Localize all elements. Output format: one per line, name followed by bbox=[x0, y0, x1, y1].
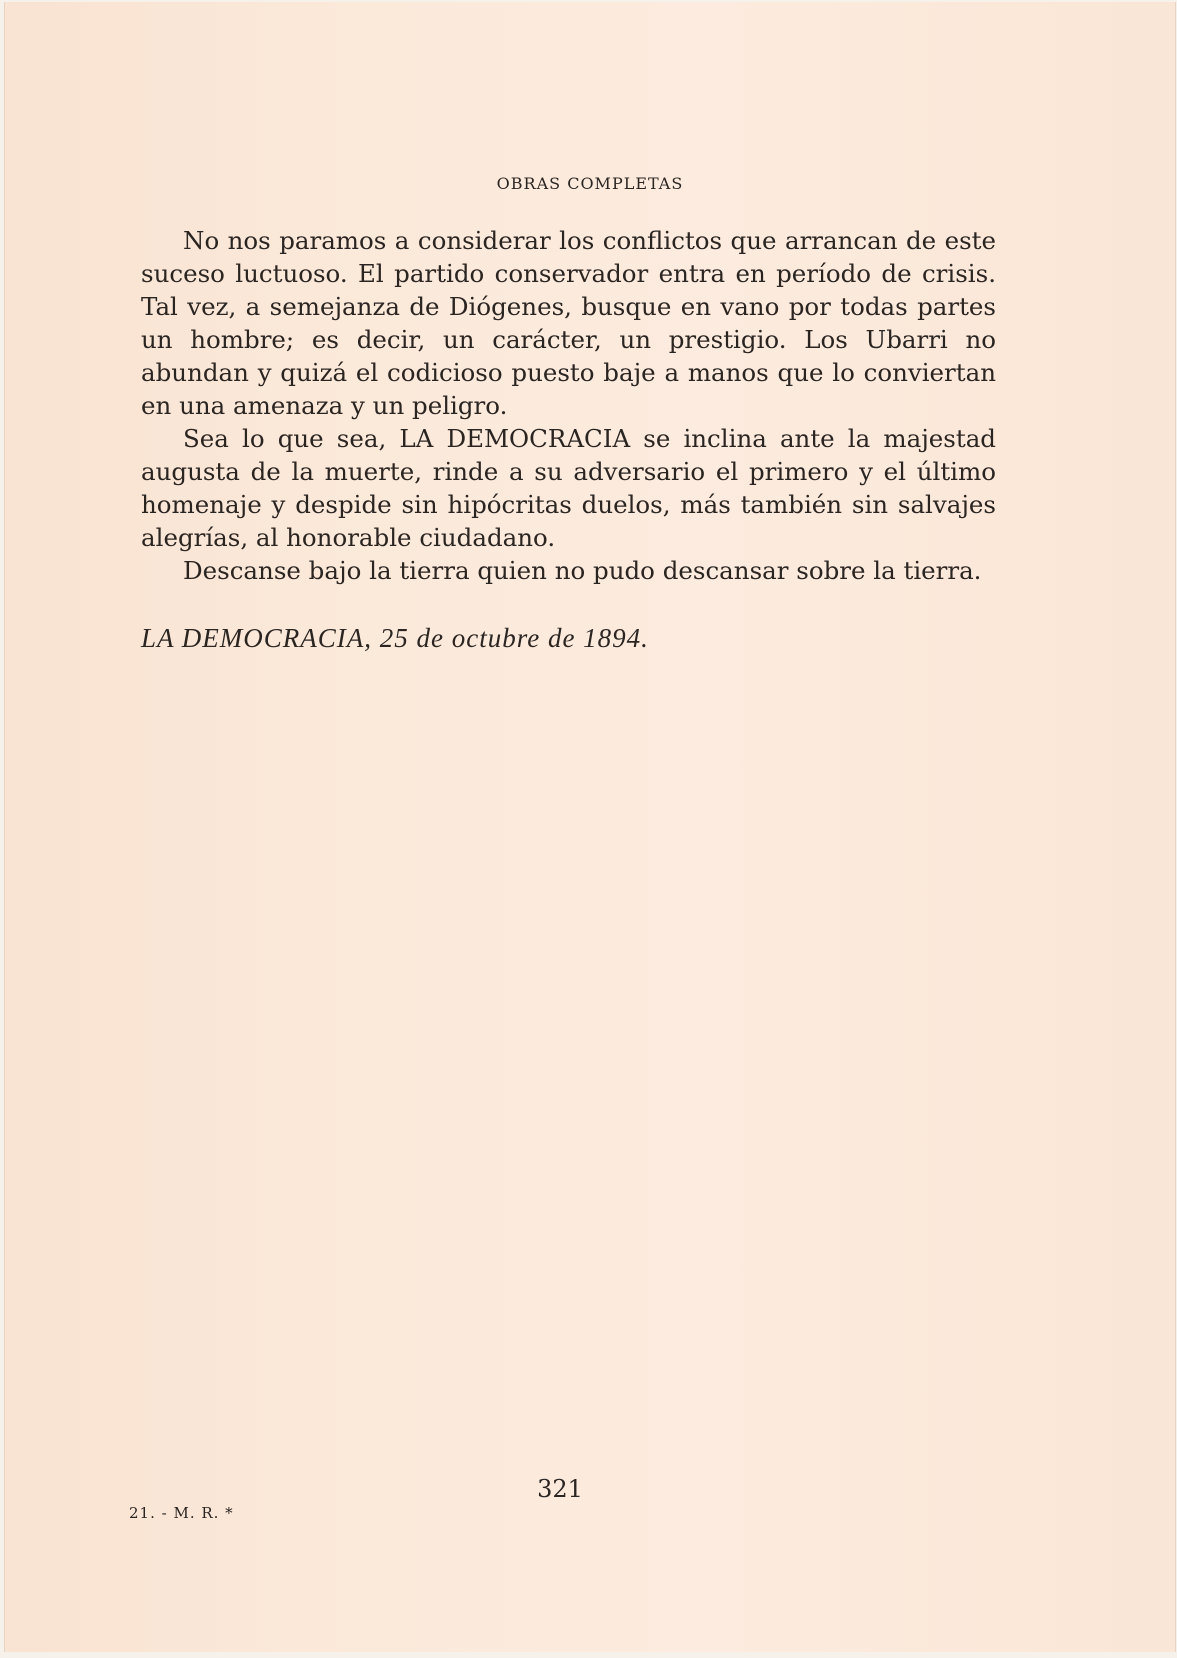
printer-signature-mark: 21. - M. R. * bbox=[129, 1504, 234, 1522]
paragraph-1: No nos paramos a considerar los conflictos que arrancan de este suceso luctuoso. El partido conservador entra en período de crisis. Tal vez, a semejanza de Diógenes, busque en vano por todas partes un hombre; es decir, un carácter, un prestigio. Los Ubarri no abundan y quizá el codicioso puesto baje a manos que lo conviertan en una amenaza y un peligro. bbox=[141, 226, 996, 420]
running-header: OBRAS COMPLETAS bbox=[496, 174, 684, 193]
page-number: 321 bbox=[537, 1475, 583, 1503]
paragraph-3: Descanse bajo la tierra quien no pudo descansar sobre la tierra. bbox=[183, 556, 982, 585]
article-body bbox=[141, 224, 996, 587]
paragraph-2: Sea lo que sea, LA DEMOCRACIA se inclina ante la majestad augusta de la muerte, rinde a su adversario el primero y el último homenaje y despide sin hipócritas duelos, más también sin salvajes alegrías, al honorable ciudadano. bbox=[141, 424, 996, 552]
book-page bbox=[4, 2, 1176, 1652]
source-citation: LA DEMOCRACIA, 25 de octubre de 1894. bbox=[141, 623, 649, 653]
